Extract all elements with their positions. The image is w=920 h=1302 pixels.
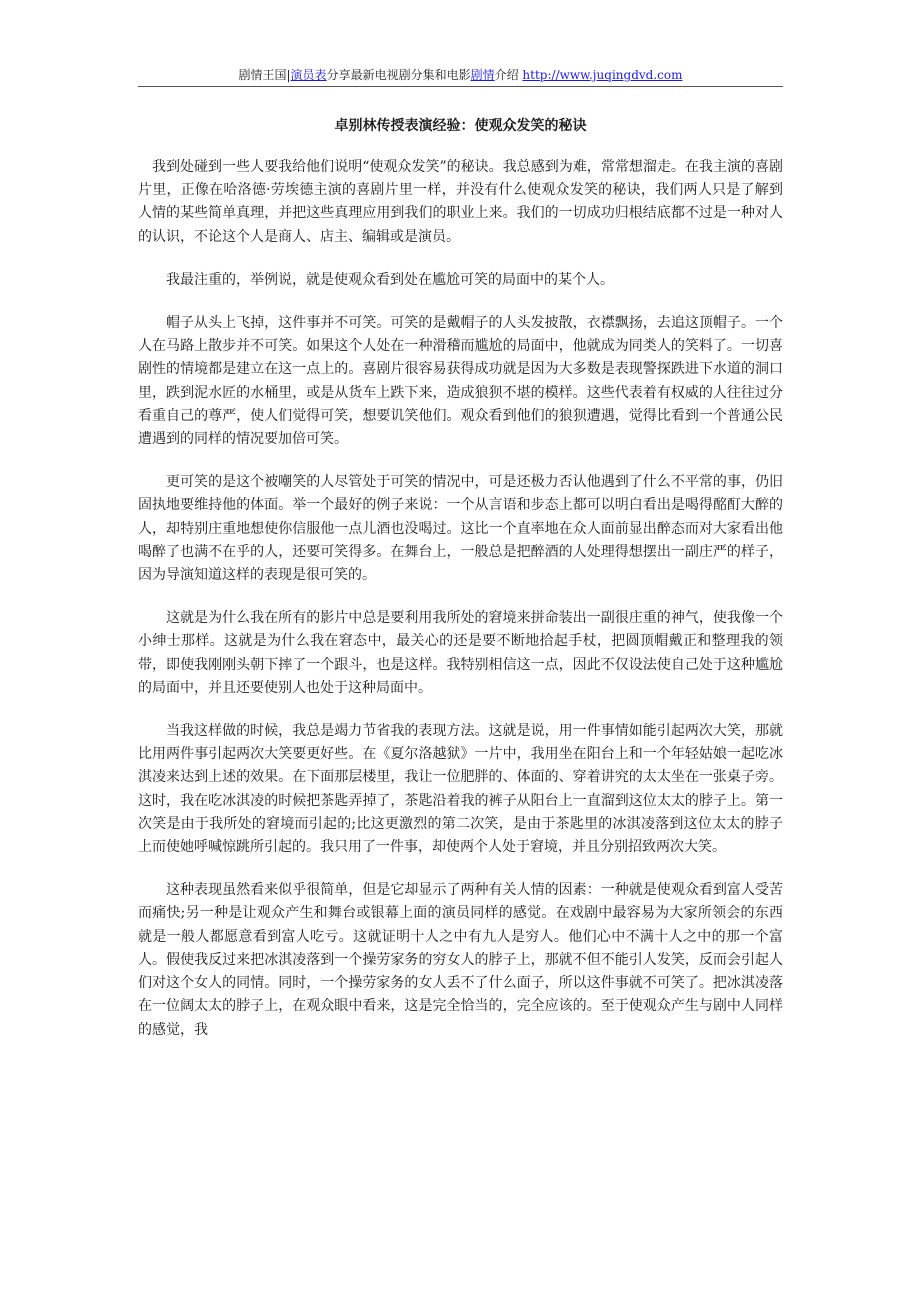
article-paragraph: 这就是为什么我在所有的影片中总是要利用我所处的窘境来拼命装出一副很庄重的神气，使我像一个小绅士那样。这就是为什么我在窘态中，最关心的还是要不断地拾起手杖，把圆顶帽戴正和整理我的领带，即使我刚刚头朝下摔了一个跟斗，也是这样。我特别相信这一点，因此不仅设法使自己处于这种尴尬的局面中，并且还要使别人也处于这种局面中。: [138, 610, 783, 696]
article-paragraph: 我最注重的，举例说，就是使观众看到处在尴尬可笑的局面中的某个人。: [166, 271, 614, 288]
article-paragraph: 我到处碰到一些人要我给他们说明“使观众发笑”的秘诀。我总感到为难，常常想溜走。在我主演的喜剧片里，正像在哈洛德·劳埃德主演的喜剧片里一样，并没有什么使观众发笑的秘诀，我们两人只是了解到人情的某些简单真理，并把这些真理应用到我们的职业上来。我们的一切成功归根结底都不过是一种对人的认识，不论这个人是商人、店主、编辑或是演员。: [138, 159, 783, 245]
page-header: [138, 66, 783, 87]
article-paragraph: 帽子从头上飞掉，这件事并不可笑。可笑的是戴帽子的人头发披散，衣襟飘扬，去追这顶帽子。一个人在马路上散步并不可笑。如果这个人处在一种滑稽而尴尬的局面中，他就成为同类人的笑料了。一切喜剧性的情境都是建立在这一点上的。喜剧片很容易获得成功就是因为大多数是表现警探跌进下水道的洞口里，跌到泥水匠的水桶里，或是从货车上跌下来，造成狼狈不堪的模样。这些代表着有权威的人往往过分看重自己的尊严，使人们觉得可笑，想要讥笑他们。观众看到他们的狼狈遭遇，觉得比看到一个普通公民遭遇到的同样的情况要加倍可笑。: [138, 315, 783, 448]
article-title: 卓别林传授表演经验：使观众发笑的秘诀: [334, 118, 587, 134]
article-paragraph: 这种表现虽然看来似乎很简单，但是它却显示了两种有关人情的因素：一种就是使观众看到富人受苦而痛快;另一种是让观众产生和舞台或银幕上面的演员同样的感觉。在戏剧中最容易为大家所领会的东西就是一般人都愿意看到富人吃亏。这就证明十人之中有九人是穷人。他们心中不满十人之中的那一个富人。假使我反过来把冰淇凌落到一个操劳家务的穷女人的脖子上，那就不但不能引人发笑，反而会引起人们对这个女人的同情。同时，一个操劳家务的女人丢不了什么面子，所以这件事就不可笑了。把冰淇凌落在一位阔太太的脖子上，在观众眼中看来，这是完全恰当的，完全应该的。至于使观众产生与剧中人同样的感觉，我: [138, 882, 783, 1038]
header-link-cast[interactable]: 演员表: [290, 68, 327, 82]
article-paragraph: 当我这样做的时候，我总是竭力节省我的表现方法。这就是说，用一件事情如能引起两次大笑，那就比用两件事引起两次大笑要更好些。在《夏尔洛越狱》一片中，我用坐在阳台上和一个年轻姑娘一起吃冰淇凌来达到上述的效果。在下面那层楼里，我让一位肥胖的、体面的、穿着讲究的太太坐在一张桌子旁。这时，我在吃冰淇凌的时候把茶匙弄掉了，茶匙沿着我的裤子从阳台上一直溜到这位太太的脖子上。第一次笑是由于我所处的窘境而引起的;比这更激烈的第二次笑，是由于茶匙里的冰淇凌落到这位太太的脖子上而使她呼喊惊跳所引起的。我只用了一件事，却使两个人处于窘境，并且分别招致两次大笑。: [138, 723, 783, 856]
header-url-link[interactable]: http://www.juqingdvd.com: [522, 68, 683, 82]
header-link-plot[interactable]: 剧情: [470, 68, 495, 82]
header-prefix: 剧情王国|: [238, 68, 291, 82]
article-paragraph: 更可笑的是这个被嘲笑的人尽管处于可笑的情况中，可是还极力否认他遇到了什么不平常的事，仍旧固执地要维持他的体面。举一个最好的例子来说：一个从言语和步态上都可以明白看出是喝得酩酊大醉的人，却特别庄重地想使你信服他一点儿酒也没喝过。这比一个直率地在众人面前显出醉态而对大家看出他喝醉了也满不在乎的人，还要可笑得多。在舞台上，一般总是把醉酒的人处理得想摆出一副庄严的样子，因为导演知道这样的表现是很可笑的。: [138, 474, 783, 584]
article: [138, 104, 783, 1062]
header-middle: 分享最新电视剧分集和电影: [326, 68, 471, 82]
header-suffix: 介绍: [494, 68, 523, 82]
